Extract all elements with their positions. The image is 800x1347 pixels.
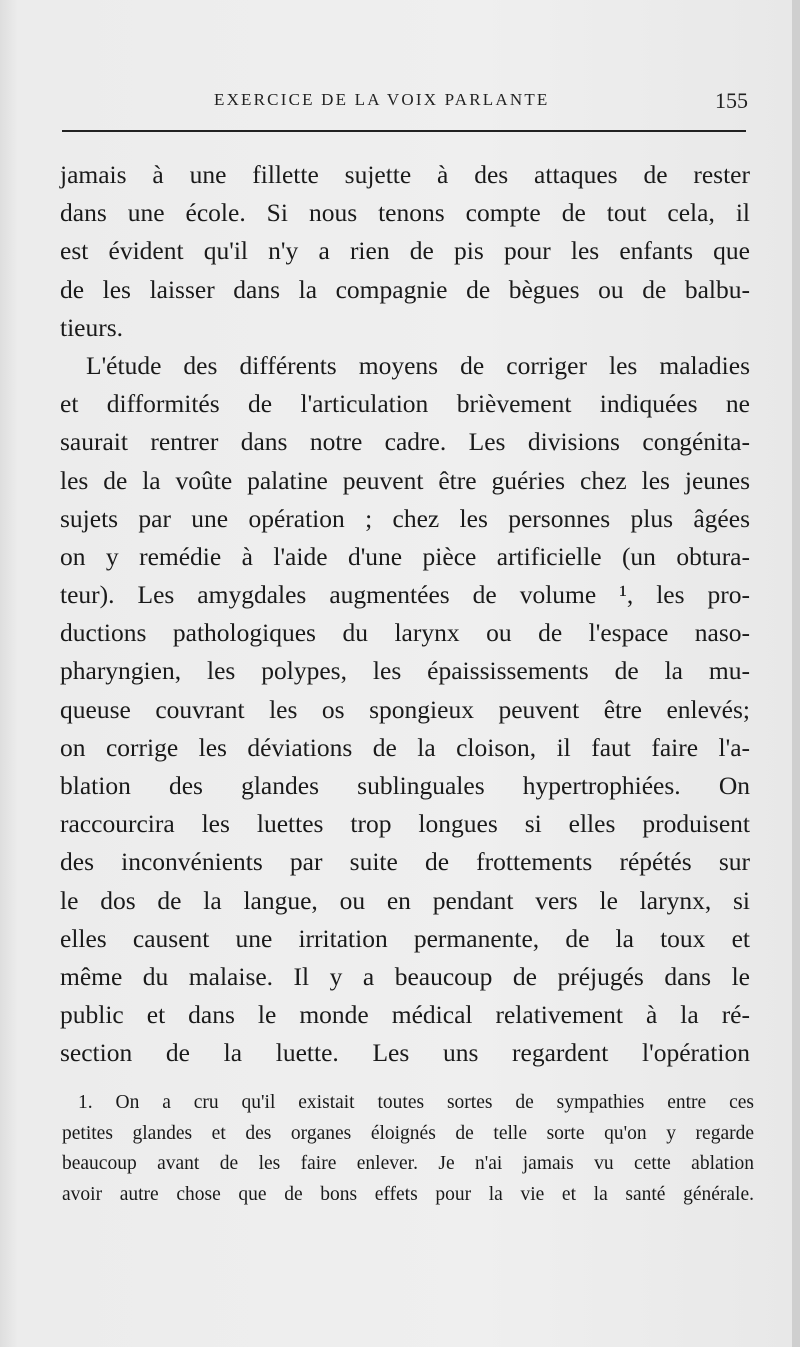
text-line: blation des glandes sublinguales hypertrophiées. On [60, 771, 750, 800]
text-line: et difformités de l'articulation brièvement indiquées ne [60, 389, 750, 419]
text-line: L'étude des différents moyens de corriger les maladies [86, 350, 750, 380]
text-line: sujets par une opération ; chez les personnes plus âgées [60, 503, 750, 533]
body-text [60, 156, 750, 1073]
text-line: section de la luette. Les uns regardent l'opération [60, 1038, 750, 1068]
text-line: elles causent une irritation permanente, de la toux et [60, 923, 750, 953]
text-line: on corrige les déviations de la cloison, il faut faire l'a- [60, 732, 750, 762]
text-line: pharyngien, les polypes, les épaississements de la mu- [60, 656, 750, 686]
text-line: ductions pathologiques du larynx ou de l'espace naso- [60, 618, 750, 648]
text-line: queuse couvrant les os spongieux peuvent être enlevés; [60, 694, 750, 724]
text-line: public et dans le monde médical relativement à la ré- [60, 1000, 750, 1030]
text-line: le dos de la langue, ou en pendant vers le larynx, si [60, 885, 750, 915]
text-line: jamais à une fillette sujette à des attaques de rester [60, 160, 750, 189]
page-header [60, 84, 760, 124]
footnote-line: beaucoup avant de les faire enlever. Je n'ai jamais vu cette ablation [62, 1153, 754, 1174]
text-line: dans une école. Si nous tenons compte de tout cela, il [60, 198, 750, 228]
text-line: même du malaise. Il y a beaucoup de préjugés dans le [60, 961, 750, 991]
page-number: 155 [715, 88, 748, 113]
text-line: teur). Les amygdales augmentées de volume ¹, les pro- [60, 580, 750, 610]
footnote-line: avoir autre chose que de bons effets pour la vie et la santé générale. [62, 1183, 754, 1205]
header-rule [62, 130, 746, 132]
footnote-line: 1. On a cru qu'il existait toutes sortes de sympathies entre ces [78, 1092, 754, 1113]
text-line: raccourcira les luettes trop longues si elles produisent [60, 809, 750, 839]
text-line: les de la voûte palatine peuvent être guéries chez les jeunes [60, 465, 750, 495]
footnotes [62, 1088, 754, 1210]
text-line: saurait rentrer dans notre cadre. Les divisions congénita- [60, 427, 750, 457]
text-line: des inconvénients par suite de frottements répétés sur [60, 847, 750, 877]
text-line: tieurs. [60, 312, 124, 342]
running-head: EXERCICE DE LA VOIX PARLANTE [214, 90, 550, 109]
text-line: est évident qu'il n'y a rien de pis pour les enfants que [60, 236, 750, 266]
text-line: on y remédie à l'aide d'une pièce artificielle (un obtura- [60, 541, 750, 571]
text-line: de les laisser dans la compagnie de bègues ou de balbu- [60, 274, 750, 304]
footnote-line: petites glandes et des organes éloignés de telle sorte qu'on y regarde [62, 1122, 754, 1144]
